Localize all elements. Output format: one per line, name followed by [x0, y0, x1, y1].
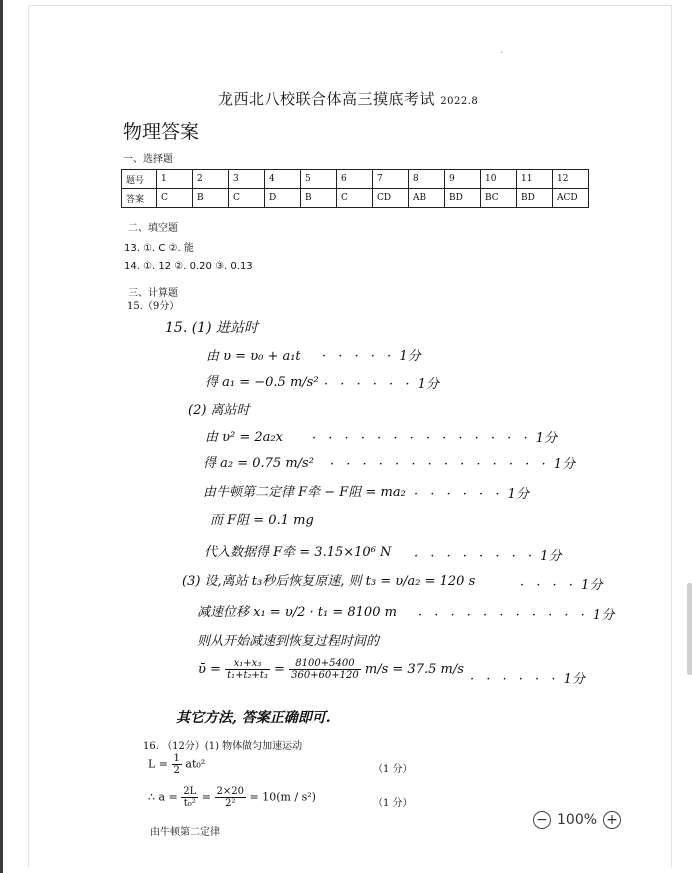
section-fill-heading: 二、填空题 — [128, 223, 178, 234]
title-text: 龙西北八校联合体高三摸底考试 — [218, 90, 436, 108]
hw-score: 1分 — [563, 672, 585, 687]
section-calc-heading: 三、计算题 — [128, 288, 178, 299]
hw-score: 1分 — [417, 377, 439, 392]
table-cell: D — [265, 189, 301, 208]
hw-formula-lhs: ῡ = — [198, 662, 221, 677]
hw-score: 1分 — [507, 487, 529, 502]
table-cell: BD — [445, 189, 481, 208]
table-cell: ACD — [553, 189, 589, 208]
formula-1 — [148, 753, 205, 776]
table-row-numbers — [122, 170, 589, 189]
fraction: $\frac{2L}{\text{t₀²}}$ — [183, 786, 197, 809]
hw-line: 得 a₁ = −0.5 m/s² — [205, 375, 319, 390]
hw-score: 1分 — [553, 457, 575, 472]
zoom-level: 100% — [557, 812, 598, 828]
table-cell: CD — [373, 189, 409, 208]
hw-fraction: $\frac{\text{x₁+x₃}}{\text{t₁+t₂+t₃}}$ — [227, 658, 268, 681]
dot-mark: · — [500, 48, 504, 59]
table-cell: 10 — [481, 170, 517, 189]
q15-header: 15.（9分） — [127, 301, 180, 312]
plus-icon: + — [606, 812, 618, 828]
hw-line: 15. (1) 进站时 — [165, 320, 258, 336]
table-cell: 2 — [193, 170, 229, 189]
answer-q14: 14. ①. 12 ②. 0.20 ③. 0.13 — [124, 261, 253, 272]
hw-line: 则从开始减速到恢复过程时间的 — [197, 634, 380, 649]
hw-dots: · · · · · · · · · · · · · · 1分 — [330, 457, 575, 472]
table-row-answers — [122, 189, 589, 208]
hw-fraction: $\frac{8100+5400}{360+60+120}$ — [291, 658, 359, 681]
hw-line: 得 a₂ = 0.75 m/s² — [203, 456, 314, 471]
subject-heading: 物理答案 — [123, 121, 200, 143]
hw-line: 其它方法, 答案正确即可. — [176, 710, 331, 726]
document-title — [218, 88, 478, 109]
table-cell: 9 — [445, 170, 481, 189]
hw-dots: · · · · · · 1分 — [470, 672, 585, 687]
table-cell: 6 — [337, 170, 373, 189]
fraction: $\frac{1}{2}$ — [173, 753, 180, 776]
zoom-control — [533, 811, 621, 829]
hw-line: (2) 离站时 — [188, 403, 250, 418]
formula-2: ∴ a = $\frac{2L}{\text{t₀²}}$ = $\frac{2\times 20}{\text{2²}}$ = 10(m / s²) — [148, 786, 316, 809]
answer-q13: 13. ①. C ②. 能 — [124, 243, 194, 254]
hw-score: 1分 — [535, 431, 557, 446]
hw-line: 由 υ = υ₀ + a₁t — [206, 349, 301, 364]
hw-formula-rhs: m/s = 37.5 m/s — [364, 662, 464, 677]
title-date: 2022.8 — [440, 96, 479, 107]
formula-rhs: = 10(m / s²) — [249, 790, 316, 804]
hw-score: 1分 — [581, 578, 603, 593]
section-choice-heading: 一、选择题 — [123, 154, 173, 165]
formula-rhs: at₀² — [185, 757, 206, 771]
hw-score: 1分 — [592, 608, 615, 623]
table-cell: B — [193, 189, 229, 208]
table-cell: C — [157, 189, 193, 208]
window-edge — [0, 0, 3, 873]
hw-line: 而 F阻 = 0.1 mg — [210, 513, 314, 528]
table-cell: C — [337, 189, 373, 208]
table-cell: BD — [517, 189, 553, 208]
table-cell: 12 — [553, 170, 589, 189]
formula-lhs: L = — [148, 757, 169, 771]
scrollbar-thumb[interactable] — [687, 583, 692, 675]
table-cell: 7 — [373, 170, 409, 189]
table-cell: 8 — [409, 170, 445, 189]
minus-icon: − — [536, 812, 548, 828]
table-cell: 4 — [265, 170, 301, 189]
table-header-cell: 题号 — [122, 170, 157, 189]
score-label: （1 分） — [373, 798, 413, 809]
hw-score: 1分 — [399, 349, 421, 364]
table-header-cell: 答案 — [122, 189, 157, 208]
hw-line: 减速位移 x₁ = υ/2 · t₁ = 8100 m — [197, 605, 397, 620]
score-label: （1 分） — [373, 764, 413, 775]
hw-line: 代入数据得 F牵 = 3.15×10⁶ N — [204, 545, 392, 560]
table-cell: C — [229, 189, 265, 208]
hw-dots: · · · · 1分 — [520, 578, 603, 593]
hw-dots: · · · · · 1分 — [322, 349, 421, 364]
table-cell: 3 — [229, 170, 265, 189]
zoom-in-button[interactable] — [603, 811, 621, 829]
hw-dots: · · · · · · 1分 — [324, 377, 439, 392]
hw-dots: · · · · · · 1分 — [414, 487, 529, 502]
hw-formula-line: ῡ = $\frac{\text{x₁+x₃}}{\text{t₁+t₂+t₃}}$ = $\frac{8100+5400}{360+60+120}$ m/s = 37.5 m/s — [198, 658, 464, 681]
hw-line: 由牛顿第二定律 F牵 − F阻 = ma₂ — [203, 485, 406, 500]
hw-dots: · · · · · · · · · · · · · · 1分 — [312, 431, 557, 446]
table-cell: BC — [481, 189, 517, 208]
table-cell: 1 — [157, 170, 193, 189]
table-cell: B — [301, 189, 337, 208]
table-cell: 11 — [517, 170, 553, 189]
fraction: $\frac{2\times 20}{\text{2²}}$ — [216, 786, 244, 809]
hw-score: 1分 — [540, 549, 562, 564]
hw-dots: · · · · · · · · 1分 — [414, 549, 562, 564]
q16-continuation: 由牛顿第二定律 — [150, 827, 220, 838]
table-cell: 5 — [301, 170, 337, 189]
hw-line: (3) 设,离站 t₃秒后恢复原速, 则 t₃ = υ/a₂ = 120 s — [182, 574, 476, 589]
zoom-out-button[interactable] — [533, 811, 551, 829]
answer-table — [121, 169, 589, 208]
hw-dots: · · · · · · · · · · · 1分 — [418, 608, 615, 623]
table-cell: AB — [409, 189, 445, 208]
q16-header: 16. （12分）(1) 物体做匀加速运动 — [143, 741, 303, 752]
hw-line: 由 υ² = 2a₂x — [205, 430, 283, 445]
formula-lhs: ∴ a = — [148, 790, 178, 804]
